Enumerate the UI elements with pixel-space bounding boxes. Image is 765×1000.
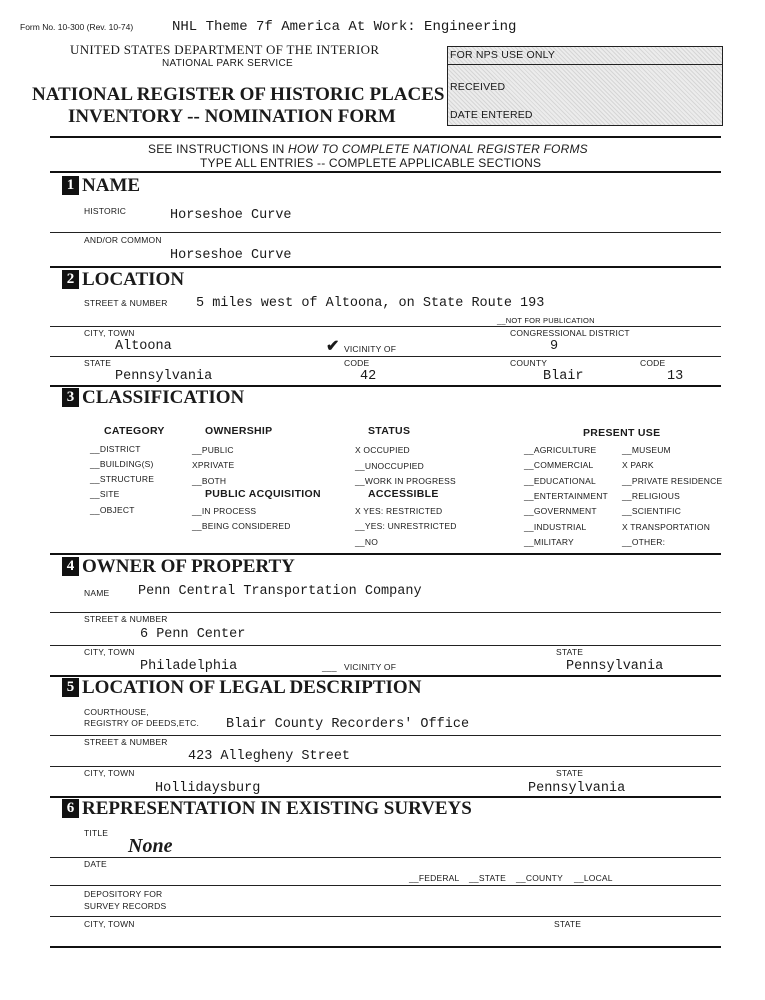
use-government: __GOVERNMENT [524, 506, 597, 516]
location-city: Altoona [115, 339, 172, 354]
public-acquisition-heading: PUBLIC ACQUISITION [205, 488, 321, 500]
owner-state-label: STATE [556, 647, 584, 657]
congressional-district-label: CONGRESSIONAL DISTRICT [510, 328, 630, 338]
owner-street-label: STREET & NUMBER [84, 614, 168, 624]
form-title-line2: INVENTORY -- NOMINATION FORM [68, 106, 396, 127]
accessible-no: __NO [355, 537, 379, 547]
legal-street: 423 Allegheny Street [188, 749, 351, 764]
date-entered-label: DATE ENTERED [450, 109, 533, 121]
vicinity-check-icon: ✔ [326, 338, 340, 355]
use-other: __OTHER: [622, 537, 666, 547]
status-occupied: X OCCUPIED [355, 445, 410, 455]
legal-city-label: CITY, TOWN [84, 768, 135, 778]
use-military: __MILITARY [524, 537, 574, 547]
ownership-both: __BOTH [192, 476, 227, 486]
category-heading: CATEGORY [104, 425, 165, 437]
survey-state: __STATE [469, 873, 506, 883]
accessible-heading: ACCESSIBLE [368, 488, 439, 500]
state-label: STATE [84, 358, 112, 368]
survey-date-label: DATE [84, 859, 107, 869]
form-number: Form No. 10-300 (Rev. 10-74) [20, 22, 134, 32]
category-structure: __STRUCTURE [90, 474, 155, 484]
historic-label: HISTORIC [84, 206, 127, 216]
state-code-label: CODE [344, 358, 370, 368]
accessible-restricted: X YES: RESTRICTED [355, 506, 443, 516]
ownership-private: XPRIVATE [192, 460, 235, 470]
owner-city: Philadelphia [140, 659, 238, 674]
form-title-line1: NATIONAL REGISTER OF HISTORIC PLACES [32, 84, 445, 105]
use-educational: __EDUCATIONAL [524, 476, 596, 486]
use-private-residence: __PRIVATE RESIDENCE [622, 476, 723, 486]
section5-heading: 5 LOCATION OF LEGAL DESCRIPTION [62, 678, 421, 698]
depository-label: DEPOSITORY FOR [84, 889, 163, 899]
survey-federal: __FEDERAL [409, 873, 460, 883]
acquisition-being-considered: __BEING CONSIDERED [192, 521, 291, 531]
owner-city-label: CITY, TOWN [84, 647, 135, 657]
common-name: Horseshoe Curve [170, 248, 292, 263]
nhl-theme: NHL Theme 7f America At Work: Engineering [172, 19, 517, 35]
use-industrial: __INDUSTRIAL [524, 522, 587, 532]
county-label: COUNTY [510, 358, 548, 368]
department-name: UNITED STATES DEPARTMENT OF THE INTERIOR [70, 42, 380, 57]
section4-heading: 4 OWNER OF PROPERTY [62, 557, 295, 577]
section1-heading: 1 NAME [62, 176, 140, 196]
ownership-heading: OWNERSHIP [205, 425, 273, 437]
vicinity-label: VICINITY OF [344, 344, 397, 354]
status-work-in-progress: __WORK IN PROGRESS [355, 476, 456, 486]
survey-records-label: SURVEY RECORDS [84, 901, 167, 911]
city-town-label: CITY, TOWN [84, 328, 135, 338]
survey-title-value: None [128, 835, 173, 857]
status-heading: STATUS [368, 425, 411, 437]
use-park: X PARK [622, 460, 654, 470]
service-name: NATIONAL PARK SERVICE [162, 58, 293, 69]
survey-county: __COUNTY [516, 873, 563, 883]
survey-title-label: TITLE [84, 828, 109, 838]
use-entertainment: __ENTERTAINMENT [524, 491, 608, 501]
legal-state-label: STATE [556, 768, 584, 778]
use-agriculture: __AGRICULTURE [524, 445, 597, 455]
county-code: 13 [667, 369, 684, 384]
owner-vicinity-blank: ___ [322, 662, 337, 672]
section2-heading: 2 LOCATION [62, 270, 184, 290]
registry-label: REGISTRY OF DEEDS,ETC. [84, 718, 200, 728]
state-code: 42 [360, 369, 377, 384]
survey-state-label: STATE [554, 919, 582, 929]
congressional-district: 9 [550, 339, 559, 354]
location-state: Pennsylvania [115, 369, 213, 384]
instructions-line2: TYPE ALL ENTRIES -- COMPLETE APPLICABLE SECTIONS [200, 156, 542, 170]
section6-heading: 6 REPRESENTATION IN EXISTING SURVEYS [62, 799, 472, 819]
use-commercial: __COMMERCIAL [524, 460, 594, 470]
location-county: Blair [543, 369, 584, 384]
survey-city-label: CITY, TOWN [84, 919, 135, 929]
use-religious: __RELIGIOUS [622, 491, 680, 501]
status-unoccupied: __UNOCCUPIED [355, 461, 424, 471]
use-museum: __MUSEUM [622, 445, 671, 455]
use-transportation: X TRANSPORTATION [622, 522, 711, 532]
courthouse-label: COURTHOUSE, [84, 707, 149, 717]
legal-city: Hollidaysburg [155, 781, 261, 796]
use-scientific: __SCIENTIFIC [622, 506, 682, 516]
survey-local: __LOCAL [574, 873, 613, 883]
owner-street: 6 Penn Center [140, 627, 246, 642]
owner-name: Penn Central Transportation Company [138, 584, 422, 599]
category-district: __DISTRICT [90, 444, 141, 454]
received-label: RECEIVED [450, 81, 506, 93]
owner-state: Pennsylvania [566, 659, 664, 674]
accessible-unrestricted: __YES: UNRESTRICTED [355, 521, 457, 531]
acquisition-in-process: __IN PROCESS [192, 506, 257, 516]
courthouse-name: Blair County Recorders' Office [226, 717, 470, 732]
category-object: __OBJECT [90, 505, 135, 515]
nps-use-only-box [447, 46, 723, 126]
owner-vicinity-label: VICINITY OF [344, 662, 397, 672]
common-name-label: AND/OR COMMON [84, 235, 162, 245]
legal-street-label: STREET & NUMBER [84, 737, 168, 747]
instructions-line1: SEE INSTRUCTIONS IN HOW TO COMPLETE NATIONAL REGISTER FORMS [148, 142, 588, 156]
present-use-heading: PRESENT USE [583, 427, 661, 439]
street-number-label: STREET & NUMBER [84, 298, 168, 308]
category-buildings: __BUILDING(S) [90, 459, 154, 469]
location-street: 5 miles west of Altoona, on State Route 193 [196, 296, 545, 311]
nps-use-only-label: FOR NPS USE ONLY [450, 49, 556, 61]
historic-name: Horseshoe Curve [170, 208, 292, 223]
not-for-publication: __NOT FOR PUBLICATION [497, 316, 595, 325]
county-code-label: CODE [640, 358, 666, 368]
category-site: __SITE [90, 489, 120, 499]
legal-state: Pennsylvania [528, 781, 626, 796]
ownership-public: __PUBLIC [192, 445, 234, 455]
owner-name-label: NAME [84, 588, 110, 598]
section3-heading: 3 CLASSIFICATION [62, 388, 244, 408]
